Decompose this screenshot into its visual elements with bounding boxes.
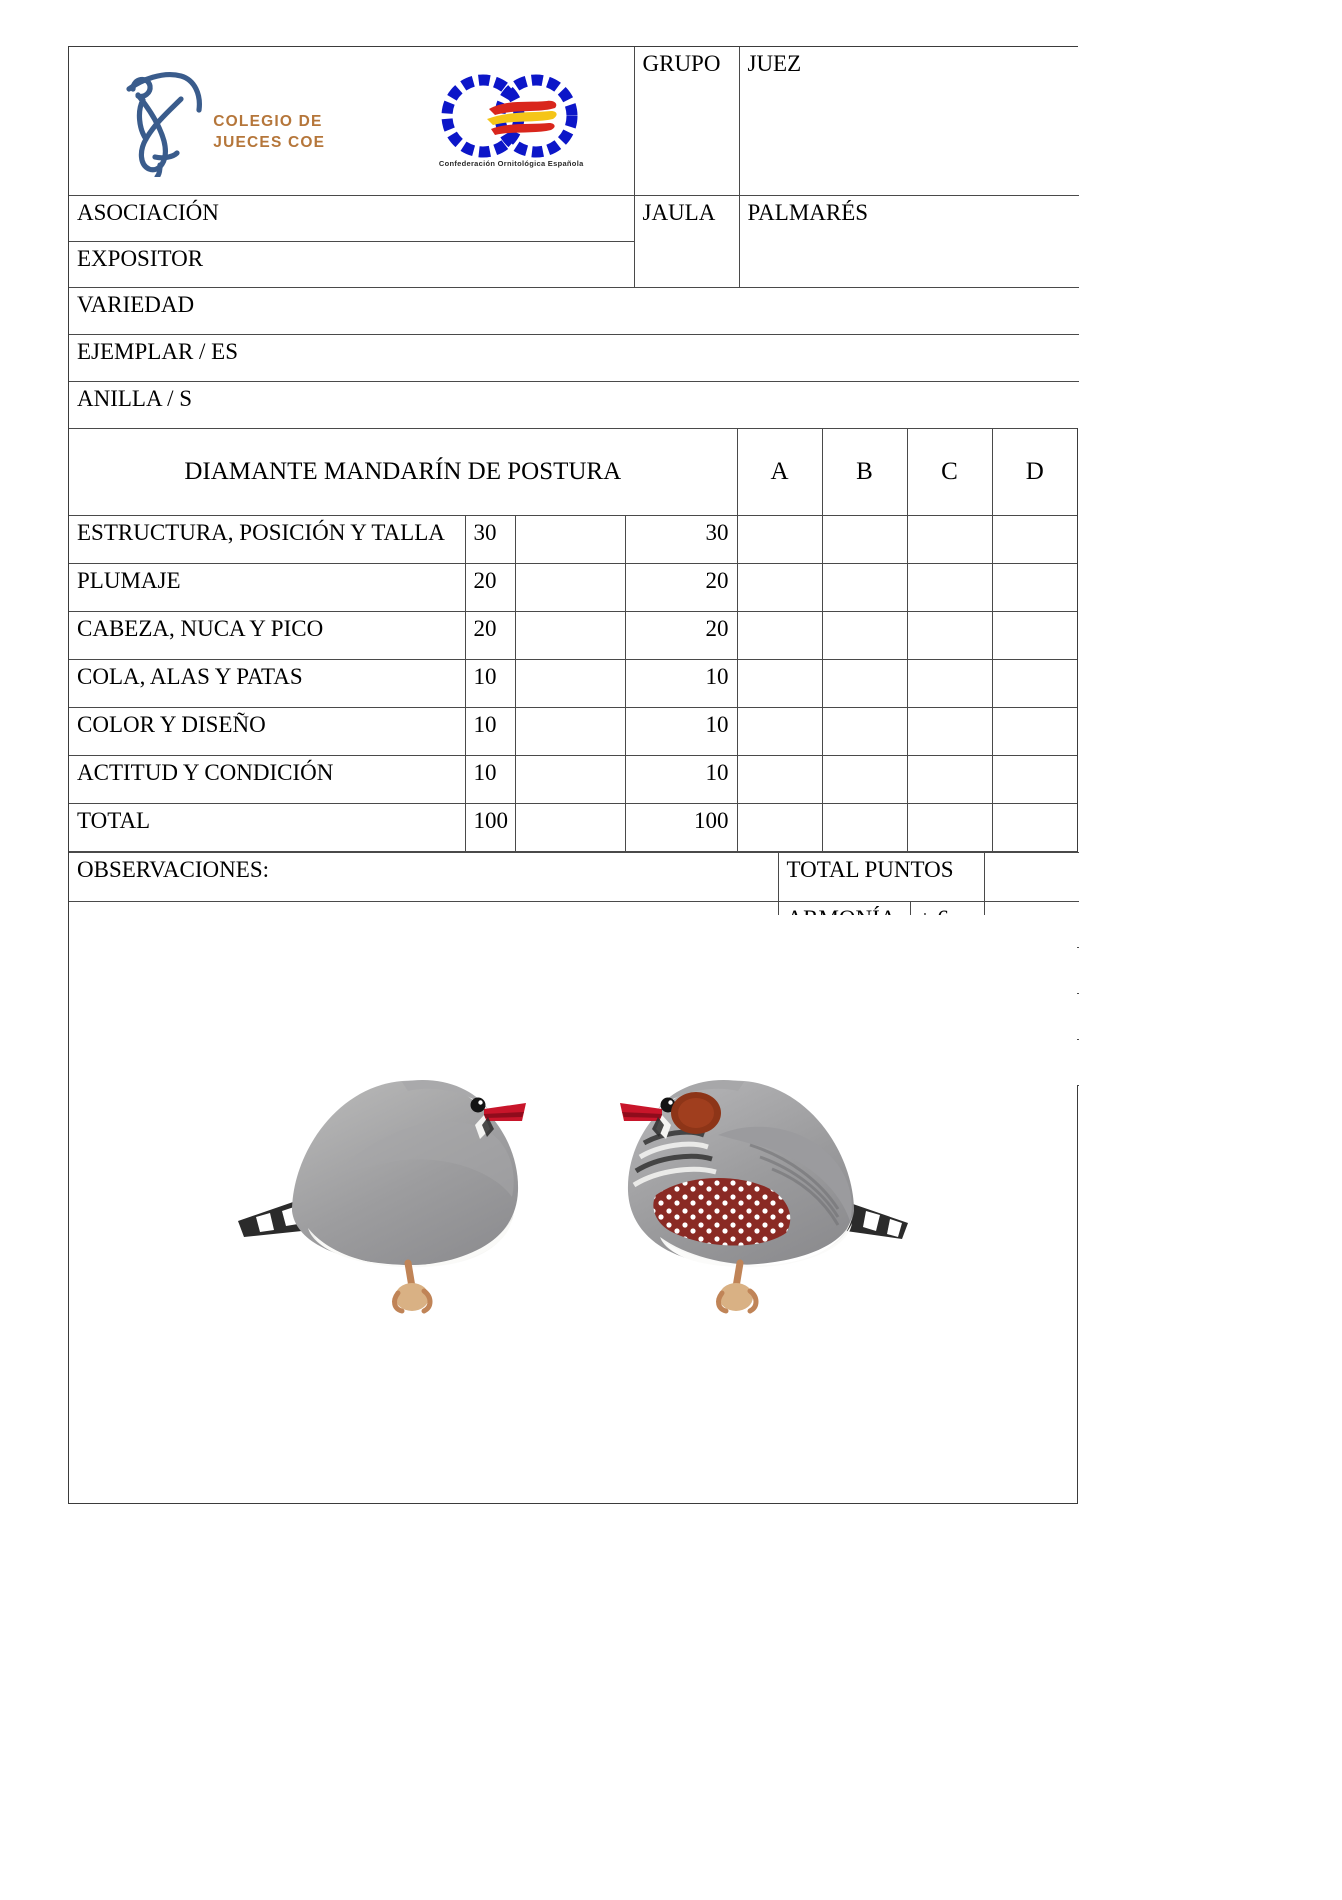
cell-d[interactable] xyxy=(992,756,1077,804)
max2-color: 10 xyxy=(625,708,737,756)
cell-d[interactable] xyxy=(992,564,1077,612)
cell-c[interactable] xyxy=(907,660,992,708)
zebra-finch-female-illustration xyxy=(226,1025,546,1315)
ejemplar-label: EJEMPLAR / ES xyxy=(77,339,239,364)
leg xyxy=(719,1263,756,1311)
total-puntos-label: TOTAL PUNTOS xyxy=(786,857,954,882)
score-entry-estructura[interactable] xyxy=(515,516,625,564)
leg xyxy=(395,1263,430,1311)
score-row xyxy=(69,564,1077,612)
cell-a[interactable] xyxy=(737,756,822,804)
criterion-cabeza: CABEZA, NUCA Y PICO xyxy=(69,612,465,660)
max-actitud: 10 xyxy=(465,756,515,804)
jaula-label: JAULA xyxy=(642,200,716,225)
observations-header-row xyxy=(69,853,1079,902)
max2-actitud: 10 xyxy=(625,756,737,804)
asociacion-label: ASOCIACIÓN xyxy=(77,200,219,225)
cell-b[interactable] xyxy=(822,564,907,612)
cell-c[interactable] xyxy=(907,708,992,756)
grupo-label: GRUPO xyxy=(642,51,721,76)
score-total-row xyxy=(69,804,1077,852)
judging-sheet xyxy=(68,46,1078,1504)
cell-d[interactable] xyxy=(992,612,1077,660)
score-entry-plumaje[interactable] xyxy=(515,564,625,612)
illustration-area xyxy=(69,915,1077,1503)
score-entry-color[interactable] xyxy=(515,708,625,756)
score-row xyxy=(69,516,1077,564)
expositor-label: EXPOSITOR xyxy=(77,246,204,271)
spain-flag-swoosh xyxy=(487,101,557,135)
asociacion-row xyxy=(69,196,1079,242)
cell-a[interactable] xyxy=(737,804,822,852)
max-estructura: 30 xyxy=(465,516,515,564)
cell-d[interactable] xyxy=(992,516,1077,564)
logo-cell xyxy=(69,47,634,196)
cell-c[interactable] xyxy=(907,564,992,612)
max2-total: 100 xyxy=(625,804,737,852)
criterion-actitud: ACTITUD Y CONDICIÓN xyxy=(69,756,465,804)
max2-cabeza: 20 xyxy=(625,612,737,660)
variedad-label: VARIEDAD xyxy=(77,292,195,317)
max-total: 100 xyxy=(465,804,515,852)
observations-label: OBSERVACIONES: xyxy=(69,853,778,902)
max-cabeza: 20 xyxy=(465,612,515,660)
juez-label: JUEZ xyxy=(747,51,802,76)
grupo-cell[interactable] xyxy=(634,47,739,196)
logo-line-2: JUECES COE xyxy=(213,134,326,151)
score-row xyxy=(69,708,1077,756)
confederacion-ornitologica-logo xyxy=(435,73,587,169)
total-puntos-label-cell xyxy=(778,853,984,902)
ejemplar-row xyxy=(69,335,1079,382)
cell-b[interactable] xyxy=(822,804,907,852)
criterion-total: TOTAL xyxy=(69,804,465,852)
max2-estructura: 30 xyxy=(625,516,737,564)
palmares-label: PALMARÉS xyxy=(747,200,869,225)
cell-a[interactable] xyxy=(737,516,822,564)
score-title-row xyxy=(69,429,1077,516)
max2-cola: 10 xyxy=(625,660,737,708)
score-entry-actitud[interactable] xyxy=(515,756,625,804)
field-expositor[interactable] xyxy=(69,242,634,288)
score-row xyxy=(69,612,1077,660)
anilla-row xyxy=(69,382,1079,429)
score-entry-cola[interactable] xyxy=(515,660,625,708)
logo-line-1: COLEGIO DE xyxy=(213,113,323,131)
cell-a[interactable] xyxy=(737,708,822,756)
score-title-text: DIAMANTE MANDARÍN DE POSTURA xyxy=(184,457,622,485)
criterion-estructura: ESTRUCTURA, POSICIÓN Y TALLA xyxy=(69,516,465,564)
judge-col-a-header: A xyxy=(737,429,822,516)
cell-a[interactable] xyxy=(737,612,822,660)
field-anilla[interactable] xyxy=(69,382,1079,429)
cell-d[interactable] xyxy=(992,804,1077,852)
max-cola: 10 xyxy=(465,660,515,708)
variedad-row xyxy=(69,288,1079,335)
score-row xyxy=(69,660,1077,708)
cell-b[interactable] xyxy=(822,660,907,708)
tail xyxy=(846,1203,908,1239)
max-color: 10 xyxy=(465,708,515,756)
cell-c[interactable] xyxy=(907,756,992,804)
criterion-cola: COLA, ALAS Y PATAS xyxy=(69,660,465,708)
total-puntos-value[interactable] xyxy=(984,853,1079,902)
colegio-jueces-text xyxy=(213,112,325,154)
judge-col-d-header: D xyxy=(992,429,1077,516)
logo-header-row xyxy=(69,47,1079,196)
field-ejemplar[interactable] xyxy=(69,335,1079,382)
header-form-table xyxy=(69,47,1079,428)
criterion-color: COLOR Y DISEÑO xyxy=(69,708,465,756)
max2-plumaje: 20 xyxy=(625,564,737,612)
score-table xyxy=(69,428,1077,852)
zebra-finch-male-illustration xyxy=(600,1025,920,1315)
anilla-label: ANILLA / S xyxy=(77,386,192,411)
cell-d[interactable] xyxy=(992,708,1077,756)
palmares-cell[interactable] xyxy=(739,196,1079,288)
cell-c[interactable] xyxy=(907,804,992,852)
max-plumaje: 20 xyxy=(465,564,515,612)
field-variedad[interactable] xyxy=(69,288,1079,335)
cell-b[interactable] xyxy=(822,708,907,756)
score-entry-cabeza[interactable] xyxy=(515,612,625,660)
score-entry-total[interactable] xyxy=(515,804,625,852)
score-row xyxy=(69,756,1077,804)
cell-c[interactable] xyxy=(907,612,992,660)
cell-b[interactable] xyxy=(822,516,907,564)
cell-a[interactable] xyxy=(737,564,822,612)
cell-d[interactable] xyxy=(992,660,1077,708)
juez-cell[interactable] xyxy=(739,47,1079,196)
bird-outline-icon xyxy=(115,65,207,177)
judge-col-b-header: B xyxy=(822,429,907,516)
score-table-title xyxy=(69,429,737,516)
cell-b[interactable] xyxy=(822,756,907,804)
criterion-plumaje: PLUMAJE xyxy=(69,564,465,612)
field-asociacion[interactable] xyxy=(69,196,634,242)
jaula-cell[interactable] xyxy=(634,196,739,288)
coe-caption: Confederación Ornitológica Española xyxy=(438,159,584,169)
cell-b[interactable] xyxy=(822,612,907,660)
judge-col-c-header: C xyxy=(907,429,992,516)
coe-rings-icon xyxy=(435,73,587,159)
cell-c[interactable] xyxy=(907,516,992,564)
cell-a[interactable] xyxy=(737,660,822,708)
colegio-jueces-coe-logo xyxy=(115,65,325,177)
